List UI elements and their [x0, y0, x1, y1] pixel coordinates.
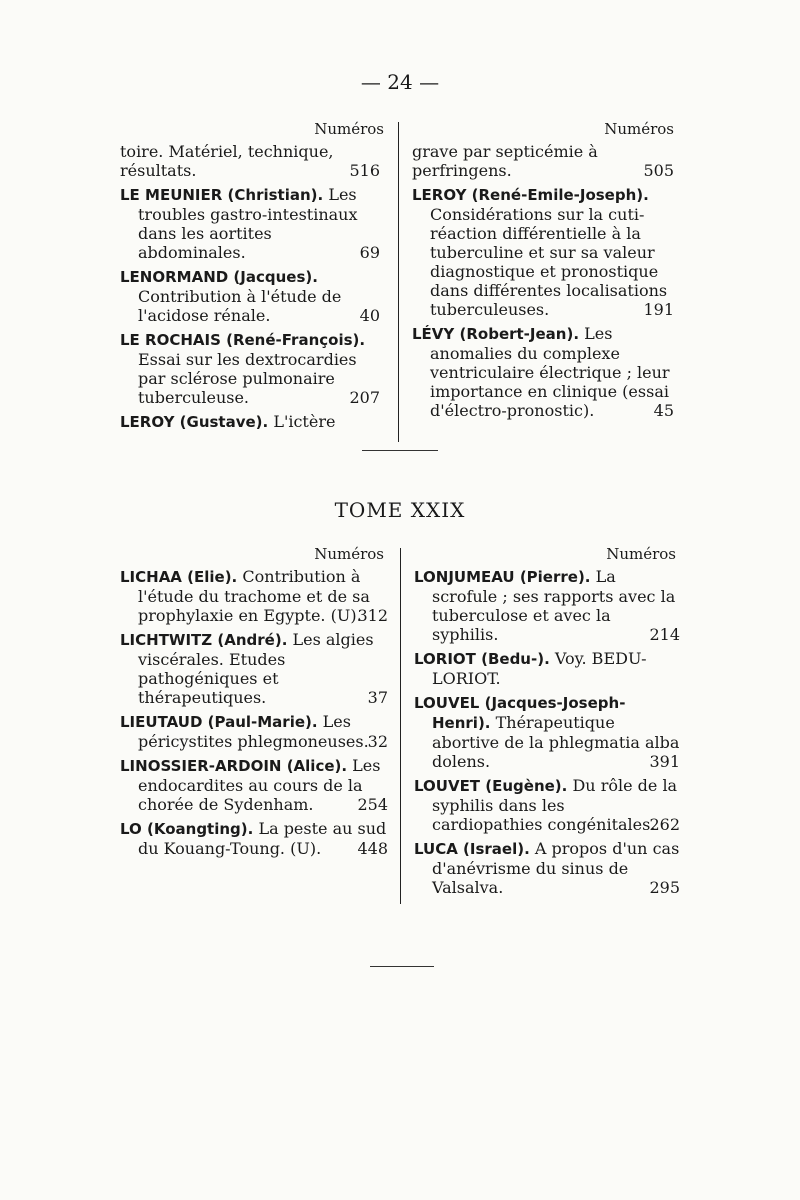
index-column-top-right	[412, 142, 674, 425]
column-header-left: Numéros	[314, 545, 384, 563]
entry-description: La scrofule ; ses rapports avec la tuberculose et avec la syphilis.	[432, 567, 676, 644]
entry-number: 207	[349, 388, 380, 407]
index-entry	[414, 693, 680, 771]
entry-description: toire. Matériel, technique, résultats.	[120, 142, 334, 180]
index-entry	[414, 567, 680, 644]
entry-description: Les anomalies du complexe ventriculaire électrique ; leur importance en clinique (essai d'électro-pronostic).	[430, 324, 670, 420]
entry-author: LÉVY (Robert-Jean).	[412, 325, 580, 343]
entry-number: 214	[649, 625, 680, 644]
entry-description: Thérapeutique abortive de la phlegmatia alba dolens.	[432, 713, 680, 771]
entry-author: LORIOT (Bedu-).	[414, 650, 550, 668]
entry-description: Du rôle de la syphilis dans les cardiopathies congénitales.	[432, 776, 678, 834]
entry-number: 312	[357, 606, 388, 625]
column-header-right: Numéros	[604, 120, 674, 138]
index-entry	[412, 324, 674, 420]
entry-number: 191	[643, 300, 674, 319]
index-entry	[120, 185, 380, 262]
entry-description: Les péricystites phlegmoneuses.	[138, 712, 369, 751]
entry-description: Les troubles gastro-intestinaux dans les aortites abdominales.	[138, 185, 358, 262]
entry-author: LICHAA (Elie).	[120, 568, 238, 586]
entry-description: Les algies viscérales. Etudes pathogéniques et thérapeutiques.	[138, 630, 374, 707]
entry-number: 505	[643, 161, 674, 180]
index-column-top-left	[120, 142, 380, 437]
entry-description: Contribution à l'étude de l'acidose rénale.	[138, 287, 342, 325]
entry-number: 295	[649, 878, 680, 897]
entry-author: LO (Koangting).	[120, 820, 254, 838]
entry-author: LENORMAND (Jacques).	[120, 268, 318, 286]
index-entry	[414, 776, 680, 834]
entry-author: LE MEUNIER (Christian).	[120, 186, 324, 204]
page-number: — 24 —	[360, 70, 440, 94]
index-entry	[412, 142, 674, 180]
entry-author: LIEUTAUD (Paul-Marie).	[120, 713, 318, 731]
index-entry	[412, 185, 674, 319]
index-entry	[120, 142, 380, 180]
index-entry	[120, 630, 388, 707]
entry-description: Contribution à l'étude du trachome et de sa prophylaxie en Egypte. (U).	[138, 567, 370, 625]
entry-author: LOUVET (Eugène).	[414, 777, 568, 795]
index-column-bottom-left	[120, 567, 388, 863]
index-entry	[120, 712, 388, 751]
entry-description: Considérations sur la cuti-réaction différentielle à la tuberculine et sur sa valeur diagnostique et pronostique dans différentes localisations tuberculeuses.	[430, 205, 668, 319]
index-entry	[120, 330, 380, 407]
section-rule	[362, 450, 438, 451]
column-header-right: Numéros	[606, 545, 676, 563]
entry-number: 254	[357, 795, 388, 814]
section-rule	[370, 966, 434, 967]
entry-description: L'ictère	[273, 412, 336, 431]
column-divider	[398, 122, 399, 442]
index-entry	[120, 412, 380, 432]
entry-description: A propos d'un cas d'anévrisme du sinus de Valsalva.	[432, 839, 680, 897]
index-entry	[414, 839, 680, 897]
entry-author: LUCA (Israel).	[414, 840, 530, 858]
entry-description: grave par septicémie à perfringens.	[412, 142, 598, 180]
entry-description: La peste au sud du Kouang-Toung. (U).	[138, 819, 387, 858]
index-entry	[120, 567, 388, 625]
entry-number: 40	[359, 306, 380, 325]
entry-number: 391	[649, 752, 680, 771]
column-divider	[400, 548, 401, 904]
entry-number: 37	[367, 688, 388, 707]
entry-number: 448	[357, 839, 388, 858]
entry-number: 32	[367, 732, 388, 751]
entry-description: Les endocardites au cours de la chorée de Sydenham.	[138, 756, 381, 814]
entry-author: LE ROCHAIS (René-François).	[120, 331, 366, 349]
entry-author: LOUVEL (Jacques-Joseph-Henri).	[414, 694, 626, 732]
entry-author: LEROY (Gustave).	[120, 413, 269, 431]
entry-author: LINOSSIER-ARDOIN (Alice).	[120, 757, 348, 775]
column-header-left: Numéros	[314, 120, 384, 138]
entry-description: Essai sur les dextrocardies par sclérose pulmonaire tuberculeuse.	[138, 350, 357, 407]
entry-number: 262	[649, 815, 680, 834]
entry-number: 69	[359, 243, 380, 262]
index-entry	[414, 649, 680, 688]
entry-author: LICHTWITZ (André).	[120, 631, 288, 649]
index-entry	[120, 267, 380, 325]
entry-author: LONJUMEAU (Pierre).	[414, 568, 591, 586]
entry-number: 45	[653, 401, 674, 420]
entry-number: 516	[349, 161, 380, 180]
index-column-bottom-right	[414, 567, 680, 902]
index-entry	[120, 756, 388, 814]
tome-heading: TOME XXIX	[334, 498, 466, 522]
entry-description: Voy. BEDU-LORIOT.	[432, 649, 647, 688]
index-entry	[120, 819, 388, 858]
entry-author: LEROY (René-Emile-Joseph).	[412, 186, 649, 204]
